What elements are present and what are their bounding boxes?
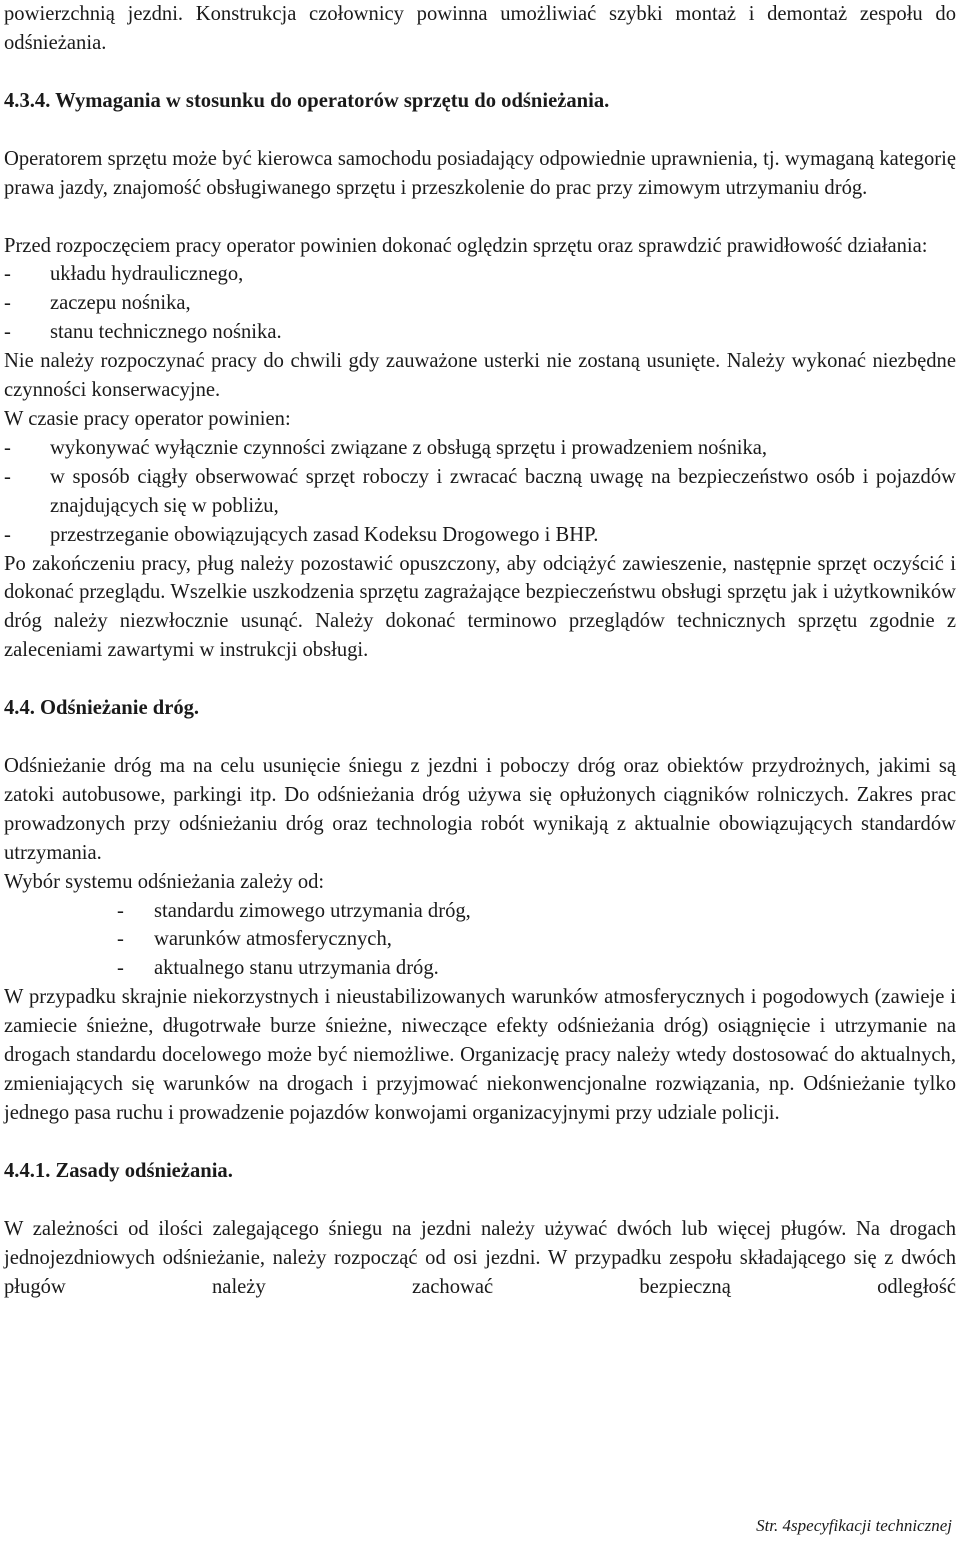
check-list (4, 260, 956, 347)
dash-marker: - (4, 292, 11, 315)
list-item-text: układu hydraulicznego, (50, 263, 244, 286)
section-heading-4-4-1: 4.4.1. Zasady odśnieżania. (4, 1159, 233, 1182)
list-item-text: wykonywać wyłącznie czynności związane z obsługą sprzętu i prowadzeniem nośnika, (50, 436, 768, 459)
list-item (4, 318, 956, 347)
list-item (4, 463, 956, 521)
spacer (4, 665, 956, 694)
spacer (4, 116, 956, 145)
intro-paragraph: powierzchnią jezdni. Konstrukcja czołownicy powinna umożliwiać szybki montaż i demontaż zespołu do odśnieżania. (4, 3, 956, 54)
list-item-text: w sposób ciągły obserwować sprzęt roboczy i zwracać baczną uwagę na bezpieczeństwo osób i pojazdów znajdujących się w pobliżu, (50, 465, 956, 517)
dash-marker: - (117, 928, 124, 951)
paragraph-snow-removal-purpose: Odśnieżanie dróg ma na celu usunięcie śniegu z jezdni i poboczy dróg oraz obiektów przydrożnych, jakimi są zatoki autobusowe, parkingi itp. Do odśnieżania dróg używa się opłużonych ciągników rolniczych. Zakres prac prowadzonych przy odśnieżaniu dróg oraz technologia robót wynikają z aktualnie obowiązujących standardów utrzymania. (4, 755, 956, 864)
list-item (4, 434, 956, 463)
list-item-text: stanu technicznego nośnika. (50, 321, 282, 344)
list-item (4, 954, 956, 983)
paragraph-pre-work-check: Przed rozpoczęciem pracy operator powinien dokonać oględzin sprzętu oraz sprawdzić prawidłowość działania: (4, 234, 928, 257)
dash-marker: - (4, 263, 11, 286)
paragraph-operator-qualifications: Operatorem sprzętu może być kierowca samochodu posiadający odpowiednie uprawnienia, tj. wymaganą kategorię prawa jazdy, znajomość obsługiwanego sprzętu i przeszkolenie do prac przy zimowym utrzymaniu dróg. (4, 147, 956, 199)
page-footer: Str. 4specyfikacji technicznej (756, 1516, 952, 1535)
paragraph-during-work: W czasie pracy operator powinien: (4, 407, 291, 430)
duties-list (4, 434, 956, 550)
list-item-text: standardu zimowego utrzymania dróg, (154, 899, 471, 922)
list-item (4, 289, 956, 318)
list-item-text: aktualnego stanu utrzymania dróg. (154, 957, 439, 980)
spacer (4, 1128, 956, 1157)
dash-marker: - (4, 436, 11, 459)
dash-marker: - (4, 321, 11, 344)
dash-marker: - (4, 523, 11, 546)
spacer (4, 723, 956, 752)
section-heading-4-3-4: 4.3.4. Wymagania w stosunku do operatorów sprzętu do odśnieżania. (4, 89, 610, 112)
spacer (4, 58, 956, 87)
paragraph-after-work: Po zakończeniu pracy, pług należy pozostawić opuszczony, aby odciążyć zawieszenie, następnie sprzęt oczyścić i dokonać przeglądu. Wszelkie uszkodzenia sprzętu zagrażające bezpieczeństwu obsługi sprzętu jak i użytkowników dróg należy niezwłocznie usunąć. Należy dokonać terminowo przeglądów technicznych sprzętu zgodnie z zaleceniami zawartymi w instrukcji obsługi. (4, 552, 956, 662)
spacer (4, 203, 956, 232)
factors-list (4, 897, 956, 984)
list-item-text: przestrzeganie obowiązujących zasad Kodeksu Drogowego i BHP. (50, 523, 599, 546)
list-item-text: zaczepu nośnika, (50, 292, 191, 315)
paragraph-defects: Nie należy rozpoczynać pracy do chwili gdy zauważone usterki nie zostaną usunięte. Należy wykonać niezbędne czynności konserwacyjne. (4, 350, 956, 402)
document-page (4, 0, 956, 1301)
list-item (4, 260, 956, 289)
paragraph-extreme-conditions: W przypadku skrajnie niekorzystnych i nieustabilizowanych warunków atmosferycznych i pogodowych (zawieje i zamiecie śnieżne, długotrwałe burze śnieżne, niweczące efekty odśnieżania dróg) osiągnięcie i utrzymanie na drogach standardu docelowego może być niemożliwe. Organizację pracy należy wtedy dostosować do aktualnych, zmieniających się warunków na drogach i przyjmować niekonwencjonalne rozwiązania, np. Odśnieżanie tylko jednego pasa ruchu i prowadzenie pojazdów konwojami organizacyjnymi przy udziale policji. (4, 986, 956, 1124)
section-heading-4-4: 4.4. Odśnieżanie dróg. (4, 697, 200, 720)
list-item (4, 897, 956, 926)
paragraph-system-choice: Wybór systemu odśnieżania zależy od: (4, 870, 325, 893)
dash-marker: - (117, 957, 124, 980)
list-item-text: warunków atmosferycznych, (154, 928, 392, 951)
paragraph-snow-removal-rules: W zależności od ilości zalegającego śniegu na jezdni należy używać dwóch lub więcej pługów. Na drogach jednojezdniowych odśnieżanie, należy rozpocząć od osi jezdni. W przypadku zespołu składającego się z dwóch pługów należy zachować bezpieczną odległość (4, 1217, 956, 1298)
dash-marker: - (4, 465, 11, 488)
list-item (4, 521, 956, 550)
spacer (4, 1186, 956, 1215)
list-item (4, 925, 956, 954)
dash-marker: - (117, 899, 124, 922)
